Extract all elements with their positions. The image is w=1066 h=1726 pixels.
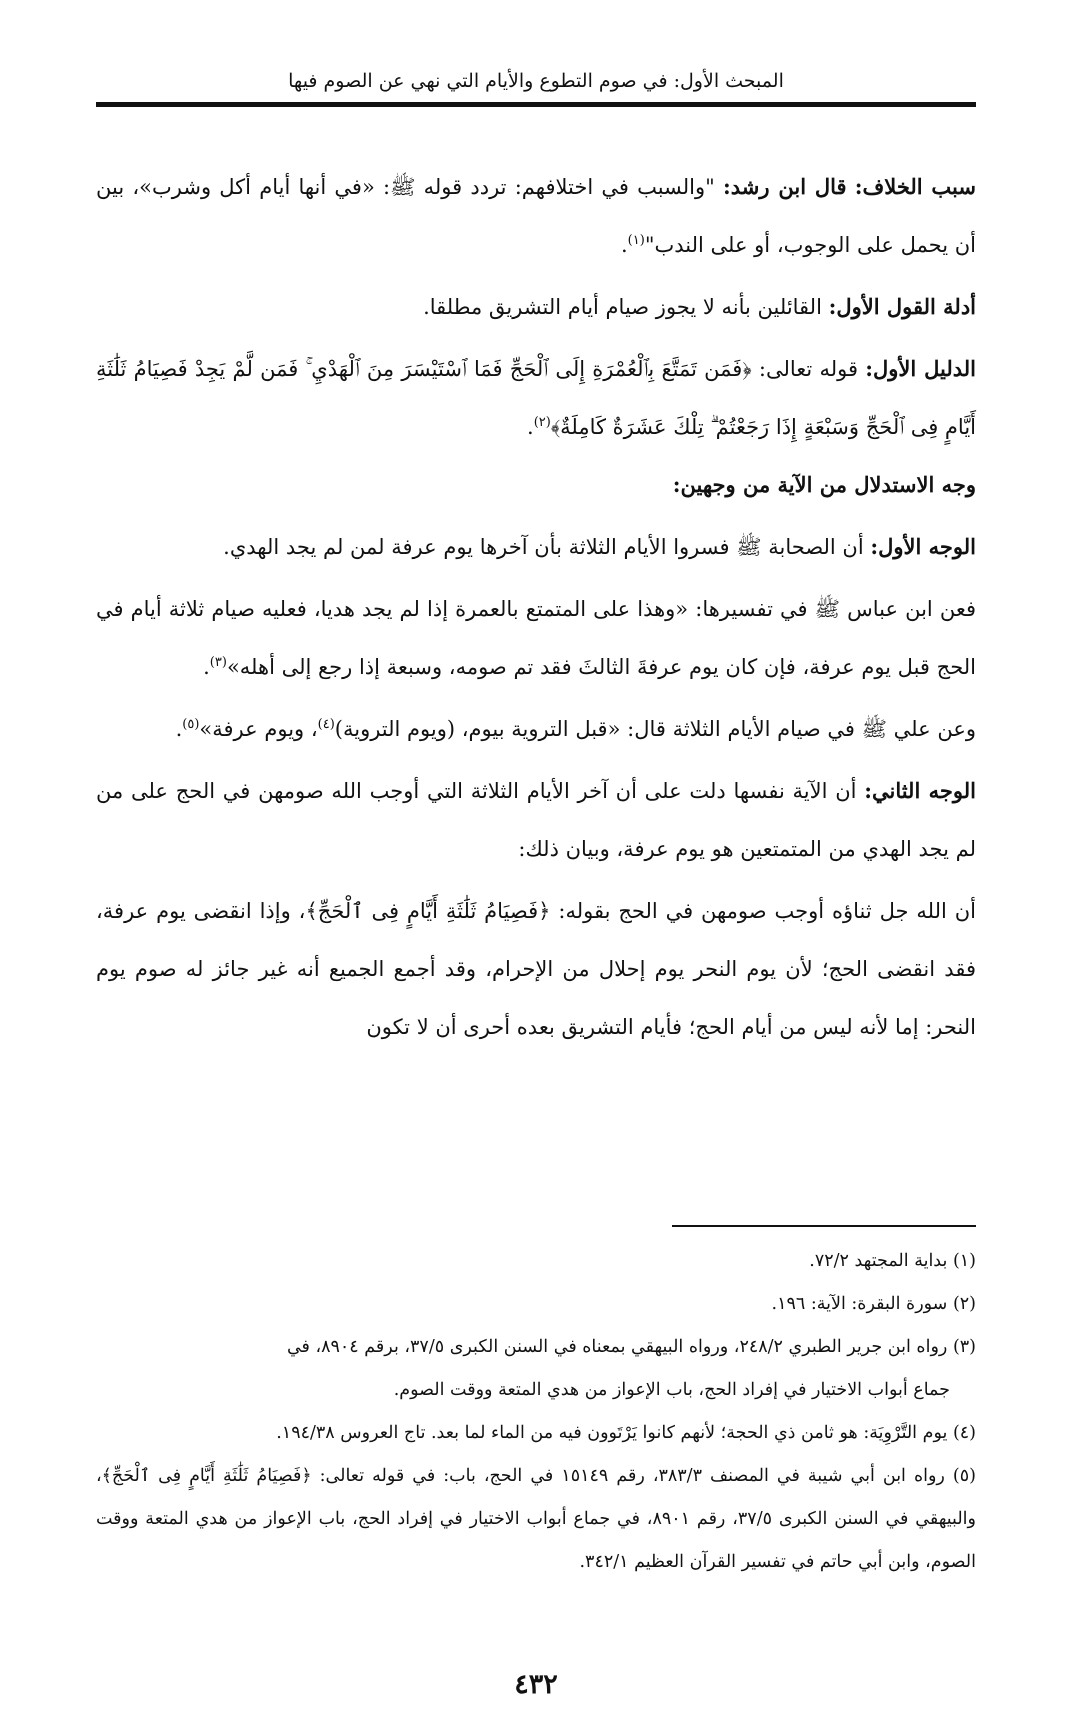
paragraph-text: "والسبب في اختلافهم: تردد قوله ﷺ: «في أنها أيام أكل وشرب»، بين أن يحمل على الوجوب، أو على الندب" <box>96 175 976 257</box>
paragraph-text: وعن علي ﷺ في صيام الأيام الثلاثة قال: «قبل التروية بيوم، (ويوم التروية) <box>334 717 976 741</box>
footnote-number: (٣) <box>952 1337 976 1357</box>
punctuation: . <box>203 655 210 679</box>
author-label: قال ابن رشد: <box>723 174 847 199</box>
book-page <box>96 0 976 1726</box>
footnote-3 <box>96 1326 976 1369</box>
footnote-number: (٤) <box>952 1423 976 1443</box>
footnote-1 <box>96 1240 976 1283</box>
paragraph-first-opinion-evidence <box>96 278 976 336</box>
quran-verse: ﴿فَمَن تَمَتَّعَ بِٱلْعُمْرَةِ إِلَى ٱلْحَجِّ فَمَا ٱسْتَيْسَرَ مِنَ ٱلْهَدْيِ ۚ فَمَن لَّمْ يَجِدْ فَصِيَامُ ثَلَٰثَةِ أَيَّامٍ فِى ٱلْحَجِّ وَسَبْعَةٍ إِذَا رَجَعْتُمْ ۗ تِلْكَ عَشَرَةٌ كَامِلَةٌ﴾ <box>96 357 976 439</box>
paragraph-text: ، ويوم عرفة» <box>199 717 318 741</box>
footnote-4 <box>96 1412 976 1455</box>
footnote-text: بداية المجتهد ٧٢/٢. <box>809 1251 948 1271</box>
paragraph-cause-of-dispute <box>96 158 976 274</box>
footnote-ref[interactable]: (٢) <box>533 415 551 430</box>
paragraph-text: فعن ابن عباس ﷺ في تفسيرها: «وهذا على المتمتع بالعمرة إذا لم يجد هديا، فعليه صيام ثلاثة أيام في الحج قبل يوم عرفة، فإن كان يوم عرفةَ الثالثَ فقد تم صومه، وسبعة إذا رجع إلى أهله» <box>96 597 976 679</box>
footnote-text: سورة البقرة: الآية: ١٩٦. <box>771 1294 948 1314</box>
footnote-ref[interactable]: (٣) <box>209 655 227 670</box>
lead-label: الوجه الأول: <box>870 534 976 559</box>
footnote-5 <box>96 1455 976 1584</box>
paragraph-text: أن الآية نفسها دلت على أن آخر الأيام الثلاثة التي أوجب الله صومهن في الحج على من لم يجد الهدي من المتمتعين هو يوم عرفة، وبيان ذلك: <box>96 779 976 861</box>
punctuation: . <box>620 233 628 257</box>
footnote-number: (٥) <box>952 1466 976 1486</box>
paragraph-text: ، وإذا انقضى يوم عرفة، فقد انقضى الحج؛ لأن يوم النحر يوم إحلال من الإحرام، وقد أجمع الجميع أنه غير جائز له صوم يوم النحر: إما لأنه ليس من أيام الحج؛ فأيام التشريق بعده أحرى أن لا تكون <box>96 899 976 1039</box>
paragraph-text: أن الله جل ثناؤه أوجب صومهن في الحج بقوله: <box>558 899 976 923</box>
lead-label: الوجه الثاني: <box>864 778 976 803</box>
paragraph-text: القائلين بأنه لا يجوز صيام أيام التشريق مطلقا. <box>423 295 822 319</box>
footnote-number: (١) <box>952 1251 976 1271</box>
punctuation: . <box>527 415 534 439</box>
paragraph-explanation <box>96 882 976 1056</box>
footnote-2 <box>96 1283 976 1326</box>
footnote-3-continuation: جماع أبواب الاختيار في إفراد الحج، باب الإعواز من هدي المتعة ووقت الصوم. <box>393 1380 950 1400</box>
footnote-text: رواه ابن أبي شيبة في المصنف ٣٨٣/٣، رقم ١٥١٤٩ في الحج، باب: في قوله تعالى: ﴿فَصِيَامُ ثَلَٰثَةِ أَيَّامٍ فِى ٱلْحَجِّ﴾، والبيهقي في السنن الكبرى ٣٧/٥، رقم ٨٩٠١، في جماع أبواب الاختيار في إفراد الحج، باب الإعواز من هدي المتعة ووقت الصوم، وابن أبي حاتم في تفسير القرآن العظيم ٣٤٢/١. <box>96 1466 976 1572</box>
paragraph-ali <box>96 700 976 758</box>
lead-label: سبب الخلاف: <box>854 174 976 199</box>
section-heading: وجه الاستدلال من الآية من وجهين: <box>672 472 976 497</box>
footnotes <box>96 1240 976 1584</box>
lead-label: الدليل الأول: <box>865 356 976 381</box>
lead-label: أدلة القول الأول: <box>828 294 976 319</box>
footnote-ref[interactable]: (٤) <box>317 717 335 732</box>
quran-verse: ﴿فَصِيَامُ ثَلَٰثَةِ أَيَّامٍ فِى ٱلْحَجِّ﴾ <box>305 899 551 923</box>
running-header: المبحث الأول: في صوم التطوع والأيام التي نهي عن الصوم فيها <box>288 70 784 92</box>
footnote-text: يوم التَّرْوِيَة: هو ثامن ذي الحجة؛ لأنهم كانوا يَرْتَوون فيه من الماء لما بعد. تاج العروس ١٩٤/٣٨. <box>276 1423 948 1443</box>
punctuation: . <box>175 717 183 741</box>
header-rule <box>96 102 976 107</box>
paragraph-second-aspect <box>96 762 976 878</box>
page-number: ٤٣٢ <box>514 1669 558 1700</box>
paragraph-text: قوله تعالى: <box>758 357 859 381</box>
footnote-text: رواه ابن جرير الطبري ٢٤٨/٢، ورواه البيهقي بمعناه في السنن الكبرى ٣٧/٥، برقم ٨٩٠٤، في <box>286 1337 948 1357</box>
footnote-number: (٢) <box>952 1294 976 1314</box>
paragraph-first-evidence <box>96 340 976 456</box>
footnote-separator <box>672 1225 976 1227</box>
paragraph-text: أن الصحابة ﷺ فسروا الأيام الثلاثة بأن آخرها يوم عرفة لمن لم يجد الهدي. <box>223 535 864 559</box>
paragraph-first-aspect <box>96 518 976 576</box>
main-text <box>96 158 976 1056</box>
paragraph-ibn-abbas <box>96 580 976 696</box>
footnote-ref[interactable]: (١) <box>627 233 645 248</box>
footnote-ref[interactable]: (٥) <box>182 717 200 732</box>
